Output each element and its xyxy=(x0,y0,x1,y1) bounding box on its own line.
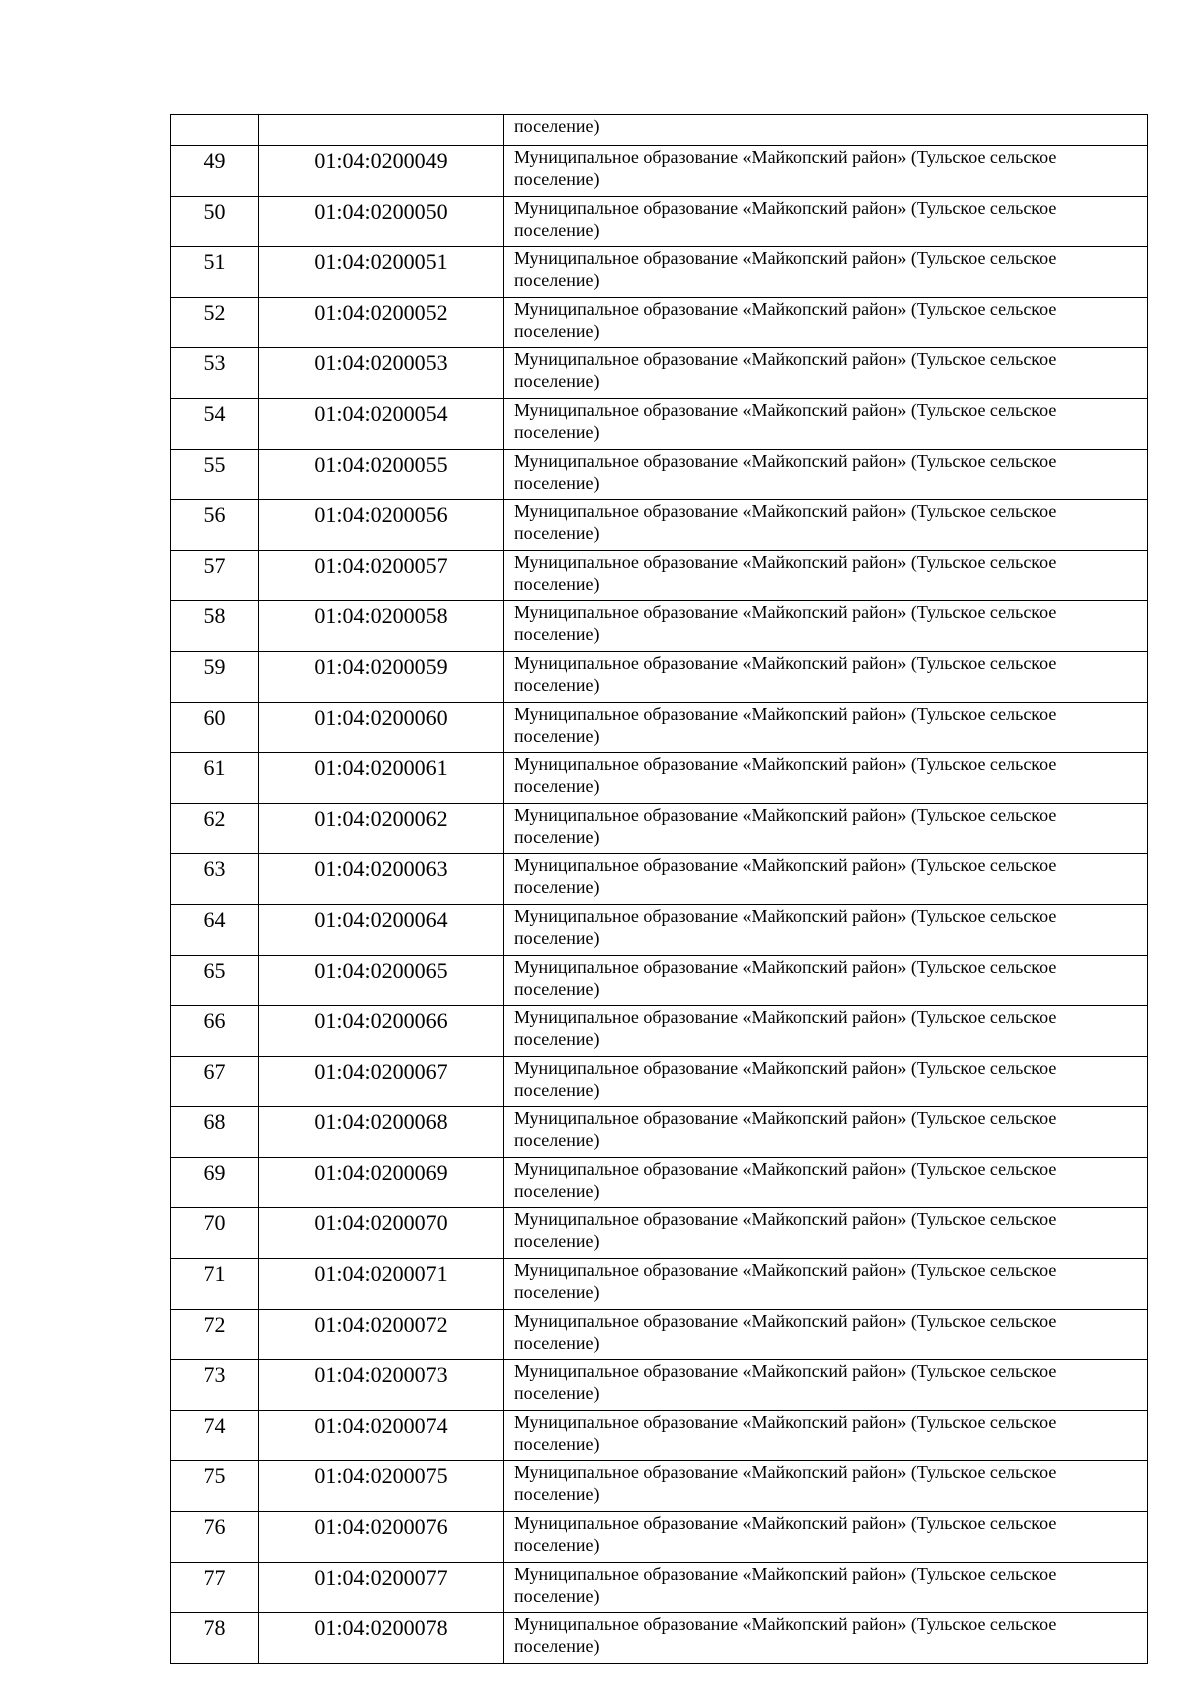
description-line: поселение) xyxy=(514,320,600,341)
description-line: Муниципальное образование «Майкопский район» (Тульское сельское xyxy=(514,1057,1057,1078)
table-row xyxy=(171,1107,1148,1158)
description-cell xyxy=(504,1006,1148,1057)
cadastral-code-cell: 01:04:0200068 xyxy=(259,1107,504,1158)
description-line: Муниципальное образование «Майкопский район» (Тульское сельское xyxy=(514,855,1057,876)
description-cell xyxy=(504,1259,1148,1310)
description-cell xyxy=(504,601,1148,652)
description-line: поселение) xyxy=(514,573,600,594)
description-line: Муниципальное образование «Майкопский район» (Тульское сельское xyxy=(514,501,1057,522)
table-row xyxy=(171,1512,1148,1563)
table-row xyxy=(171,854,1148,905)
description-line: Муниципальное образование «Майкопский район» (Тульское сельское xyxy=(514,298,1057,319)
description-line: Муниципальное образование «Майкопский район» (Тульское сельское xyxy=(514,399,1057,420)
description-cell xyxy=(504,1208,1148,1259)
description-line: поселение) xyxy=(514,1636,600,1657)
description-line: Муниципальное образование «Майкопский район» (Тульское сельское xyxy=(514,1007,1057,1028)
table-row xyxy=(171,1461,1148,1512)
table-row xyxy=(171,1613,1148,1664)
description-line: поселение) xyxy=(514,1231,600,1252)
description-line: поселение) xyxy=(514,927,600,948)
cadastral-code-cell: 01:04:0200059 xyxy=(259,651,504,702)
cadastral-code-cell: 01:04:0200060 xyxy=(259,702,504,753)
description-line: поселение) xyxy=(514,219,600,240)
description-cell xyxy=(504,1107,1148,1158)
description-line: Муниципальное образование «Майкопский район» (Тульское сельское xyxy=(514,1108,1057,1129)
description-line: Муниципальное образование «Майкопский район» (Тульское сельское xyxy=(514,1513,1057,1534)
table-row xyxy=(171,1006,1148,1057)
description-line: Муниципальное образование «Майкопский район» (Тульское сельское xyxy=(514,1361,1057,1382)
description-line: поселение) xyxy=(514,877,600,898)
row-number-cell: 49 xyxy=(171,146,259,197)
description-line: Муниципальное образование «Майкопский район» (Тульское сельское xyxy=(514,804,1057,825)
row-number-cell: 51 xyxy=(171,247,259,298)
description-line: поселение) xyxy=(514,1282,600,1303)
table-row xyxy=(171,955,1148,1006)
row-number-cell: 68 xyxy=(171,1107,259,1158)
description-cell xyxy=(504,348,1148,399)
row-number-cell xyxy=(171,115,259,146)
cadastral-code-cell: 01:04:0200050 xyxy=(259,196,504,247)
cadastral-code-cell: 01:04:0200077 xyxy=(259,1562,504,1613)
table-row xyxy=(171,398,1148,449)
table-row xyxy=(171,1410,1148,1461)
description-line: Муниципальное образование «Майкопский район» (Тульское сельское xyxy=(514,1158,1057,1179)
row-number-cell: 73 xyxy=(171,1360,259,1411)
table-row xyxy=(171,1208,1148,1259)
cadastral-code-cell: 01:04:0200069 xyxy=(259,1157,504,1208)
table-row xyxy=(171,550,1148,601)
row-number-cell: 56 xyxy=(171,500,259,551)
description-cell xyxy=(504,702,1148,753)
description-line: поселение) xyxy=(514,1383,600,1404)
description-line: поселение) xyxy=(514,624,600,645)
description-line: поселение) xyxy=(514,1585,600,1606)
description-cell xyxy=(504,449,1148,500)
description-cell xyxy=(504,146,1148,197)
description-line: поселение) xyxy=(514,1180,600,1201)
row-number-cell: 74 xyxy=(171,1410,259,1461)
table-row xyxy=(171,500,1148,551)
cadastral-code-cell: 01:04:0200057 xyxy=(259,550,504,601)
cadastral-code-cell: 01:04:0200055 xyxy=(259,449,504,500)
description-cell xyxy=(504,955,1148,1006)
description-cell xyxy=(504,651,1148,702)
description-line: Муниципальное образование «Майкопский район» (Тульское сельское xyxy=(514,349,1057,370)
description-line: Муниципальное образование «Майкопский район» (Тульское сельское xyxy=(514,602,1057,623)
description-line: поселение) xyxy=(514,674,600,695)
cadastral-code-cell: 01:04:0200067 xyxy=(259,1056,504,1107)
row-number-cell: 65 xyxy=(171,955,259,1006)
table-row xyxy=(171,348,1148,399)
description-cell xyxy=(504,1562,1148,1613)
description-line: поселение) xyxy=(514,371,600,392)
description-line: Муниципальное образование «Майкопский район» (Тульское сельское xyxy=(514,754,1057,775)
cadastral-code-cell: 01:04:0200065 xyxy=(259,955,504,1006)
row-number-cell: 64 xyxy=(171,904,259,955)
table-row xyxy=(171,146,1148,197)
row-number-cell: 78 xyxy=(171,1613,259,1664)
description-line: Муниципальное образование «Майкопский район» (Тульское сельское xyxy=(514,248,1057,269)
description-line: Муниципальное образование «Майкопский район» (Тульское сельское xyxy=(514,1563,1057,1584)
description-cell xyxy=(504,1309,1148,1360)
description-line: поселение) xyxy=(514,725,600,746)
row-number-cell: 71 xyxy=(171,1259,259,1310)
description-cell xyxy=(504,1512,1148,1563)
row-number-cell: 53 xyxy=(171,348,259,399)
row-number-cell: 60 xyxy=(171,702,259,753)
table-row xyxy=(171,753,1148,804)
table-row xyxy=(171,651,1148,702)
row-number-cell: 54 xyxy=(171,398,259,449)
table-row xyxy=(171,196,1148,247)
row-number-cell: 75 xyxy=(171,1461,259,1512)
row-number-cell: 72 xyxy=(171,1309,259,1360)
description-line: Муниципальное образование «Майкопский район» (Тульское сельское xyxy=(514,905,1057,926)
description-line: поселение) xyxy=(514,826,600,847)
table-row xyxy=(171,1056,1148,1107)
description-line: Муниципальное образование «Майкопский район» (Тульское сельское xyxy=(514,956,1057,977)
cadastral-code-cell: 01:04:0200058 xyxy=(259,601,504,652)
description-cell xyxy=(504,550,1148,601)
row-number-cell: 61 xyxy=(171,753,259,804)
row-number-cell: 62 xyxy=(171,803,259,854)
description-line: Муниципальное образование «Майкопский район» (Тульское сельское xyxy=(514,147,1057,167)
description-cell xyxy=(504,398,1148,449)
cadastral-code-cell: 01:04:0200061 xyxy=(259,753,504,804)
table-row xyxy=(171,1259,1148,1310)
description-line: поселение) xyxy=(514,1484,600,1505)
table-row xyxy=(171,601,1148,652)
description-line: Муниципальное образование «Майкопский район» (Тульское сельское xyxy=(514,197,1057,218)
description-line: поселение) xyxy=(514,270,600,291)
row-number-cell: 58 xyxy=(171,601,259,652)
description-line: поселение) xyxy=(514,169,600,189)
cadastral-code-cell: 01:04:0200052 xyxy=(259,297,504,348)
cadastral-code-cell: 01:04:0200078 xyxy=(259,1613,504,1664)
cadastral-code-cell: 01:04:0200070 xyxy=(259,1208,504,1259)
cadastral-code-cell: 01:04:0200049 xyxy=(259,146,504,197)
description-line: поселение) xyxy=(514,1079,600,1100)
description-line: Муниципальное образование «Майкопский район» (Тульское сельское xyxy=(514,1209,1057,1230)
cadastral-code-cell: 01:04:0200076 xyxy=(259,1512,504,1563)
description-cell xyxy=(504,500,1148,551)
cadastral-code-cell: 01:04:0200074 xyxy=(259,1410,504,1461)
description-line: поселение) xyxy=(514,116,600,136)
description-line: Муниципальное образование «Майкопский район» (Тульское сельское xyxy=(514,1462,1057,1483)
description-line: поселение) xyxy=(514,1130,600,1151)
description-cell xyxy=(504,1461,1148,1512)
table-row xyxy=(171,904,1148,955)
table-row xyxy=(171,1309,1148,1360)
description-line: поселение) xyxy=(514,978,600,999)
description-line: Муниципальное образование «Майкопский район» (Тульское сельское xyxy=(514,1411,1057,1432)
cadastral-code-cell: 01:04:0200062 xyxy=(259,803,504,854)
description-line: Муниципальное образование «Майкопский район» (Тульское сельское xyxy=(514,1260,1057,1281)
table-row xyxy=(171,1562,1148,1613)
cadastral-code-cell: 01:04:0200063 xyxy=(259,854,504,905)
row-number-cell: 77 xyxy=(171,1562,259,1613)
description-line: поселение) xyxy=(514,472,600,493)
cadastral-code-cell: 01:04:0200056 xyxy=(259,500,504,551)
cadastral-code-cell xyxy=(259,115,504,146)
description-cell xyxy=(504,753,1148,804)
table-body xyxy=(171,115,1148,1664)
description-cell xyxy=(504,803,1148,854)
cadastral-code-cell: 01:04:0200064 xyxy=(259,904,504,955)
row-number-cell: 69 xyxy=(171,1157,259,1208)
description-line: поселение) xyxy=(514,1029,600,1050)
row-number-cell: 55 xyxy=(171,449,259,500)
description-cell xyxy=(504,196,1148,247)
description-line: поселение) xyxy=(514,1535,600,1556)
cadastral-code-cell: 01:04:0200072 xyxy=(259,1309,504,1360)
description-cell xyxy=(504,1410,1148,1461)
row-number-cell: 63 xyxy=(171,854,259,905)
cadastral-code-cell: 01:04:0200054 xyxy=(259,398,504,449)
table-row xyxy=(171,702,1148,753)
description-cell xyxy=(504,1360,1148,1411)
description-cell xyxy=(504,904,1148,955)
cadastral-code-cell: 01:04:0200053 xyxy=(259,348,504,399)
description-line: Муниципальное образование «Майкопский район» (Тульское сельское xyxy=(514,703,1057,724)
row-number-cell: 50 xyxy=(171,196,259,247)
row-number-cell: 57 xyxy=(171,550,259,601)
row-number-cell: 70 xyxy=(171,1208,259,1259)
description-cell xyxy=(504,1613,1148,1664)
description-line: Муниципальное образование «Майкопский район» (Тульское сельское xyxy=(514,551,1057,572)
cadastral-code-cell: 01:04:0200071 xyxy=(259,1259,504,1310)
row-number-cell: 76 xyxy=(171,1512,259,1563)
table-row-continuation xyxy=(171,115,1148,146)
table-row xyxy=(171,297,1148,348)
description-line: Муниципальное образование «Майкопский район» (Тульское сельское xyxy=(514,1614,1057,1635)
description-cell xyxy=(504,115,1148,146)
cadastral-code-cell: 01:04:0200066 xyxy=(259,1006,504,1057)
description-cell xyxy=(504,1056,1148,1107)
description-line: поселение) xyxy=(514,421,600,442)
description-cell xyxy=(504,247,1148,298)
description-line: поселение) xyxy=(514,1332,600,1353)
table-row xyxy=(171,449,1148,500)
row-number-cell: 52 xyxy=(171,297,259,348)
cadastral-code-cell: 01:04:0200075 xyxy=(259,1461,504,1512)
table-row xyxy=(171,803,1148,854)
table-row xyxy=(171,1360,1148,1411)
description-line: поселение) xyxy=(514,776,600,797)
description-line: Муниципальное образование «Майкопский район» (Тульское сельское xyxy=(514,1310,1057,1331)
description-line: Муниципальное образование «Майкопский район» (Тульское сельское xyxy=(514,652,1057,673)
description-cell xyxy=(504,1157,1148,1208)
cadastral-code-cell: 01:04:0200073 xyxy=(259,1360,504,1411)
description-cell xyxy=(504,297,1148,348)
row-number-cell: 59 xyxy=(171,651,259,702)
cadastral-table xyxy=(170,114,1148,1664)
table-row xyxy=(171,247,1148,298)
description-line: Муниципальное образование «Майкопский район» (Тульское сельское xyxy=(514,450,1057,471)
description-line: поселение) xyxy=(514,523,600,544)
table-row xyxy=(171,1157,1148,1208)
description-line: поселение) xyxy=(514,1433,600,1454)
description-cell xyxy=(504,854,1148,905)
cadastral-code-cell: 01:04:0200051 xyxy=(259,247,504,298)
row-number-cell: 66 xyxy=(171,1006,259,1057)
row-number-cell: 67 xyxy=(171,1056,259,1107)
